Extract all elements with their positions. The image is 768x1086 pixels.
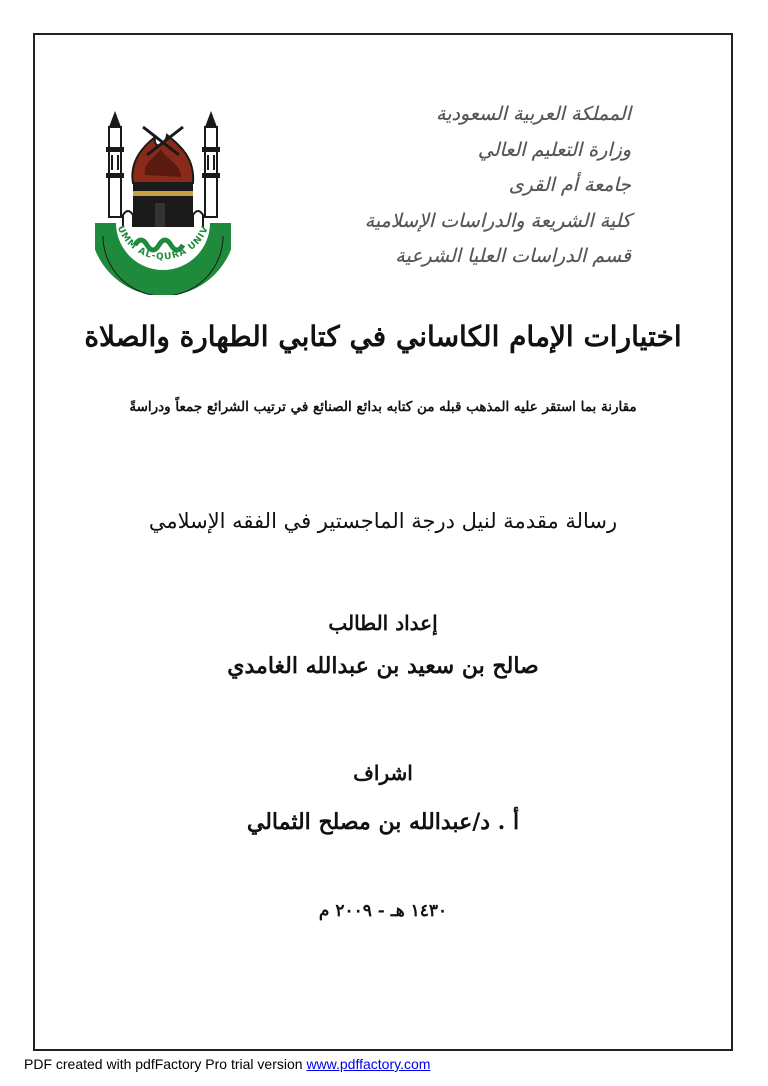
page-frame	[33, 33, 733, 1051]
thesis-title: اختيارات الإمام الكاساني في كتابي الطهارة والصلاة	[84, 320, 682, 353]
supervision-label: اشراف	[353, 761, 413, 785]
prepared-by-label: إعداد الطالب	[328, 611, 438, 635]
footer-text: PDF created with pdfFactory Pro trial version	[24, 1056, 307, 1072]
header-line-college: كلية الشريعة والدراسات الإسلامية	[364, 209, 631, 232]
footer-link[interactable]: www.pdffactory.com	[306, 1056, 431, 1072]
header-line-ministry: وزارة التعليم العالي	[477, 138, 631, 161]
header-line-university: جامعة أم القرى	[508, 174, 631, 196]
thesis-subtitle: مقارنة بما استقر عليه المذهب قبله من كتابه بدائع الصنائع في ترتيب الشرائع جمعاً ودراسةً	[129, 399, 637, 415]
logo-arc-text: UMM AL-QURA UNIV	[114, 224, 212, 263]
degree-statement: رسالة مقدمة لنيل درجة الماجستير في الفقه الإسلامي	[148, 509, 618, 533]
supervisor-name: أ . د/عبدالله بن مصلح الثمالي	[246, 809, 520, 835]
header-line-department: قسم الدراسات العليا الشرعية	[395, 245, 631, 267]
date-line: ١٤٣٠ هـ - ٢٠٠٩ م	[318, 901, 448, 921]
student-name: صالح بن سعيد بن عبدالله الغامدي	[227, 653, 539, 679]
university-logo	[95, 105, 231, 295]
header-line-kingdom: المملكة العربية السعودية	[436, 103, 631, 125]
pdf-footer	[24, 1056, 430, 1072]
institution-header	[364, 97, 631, 275]
